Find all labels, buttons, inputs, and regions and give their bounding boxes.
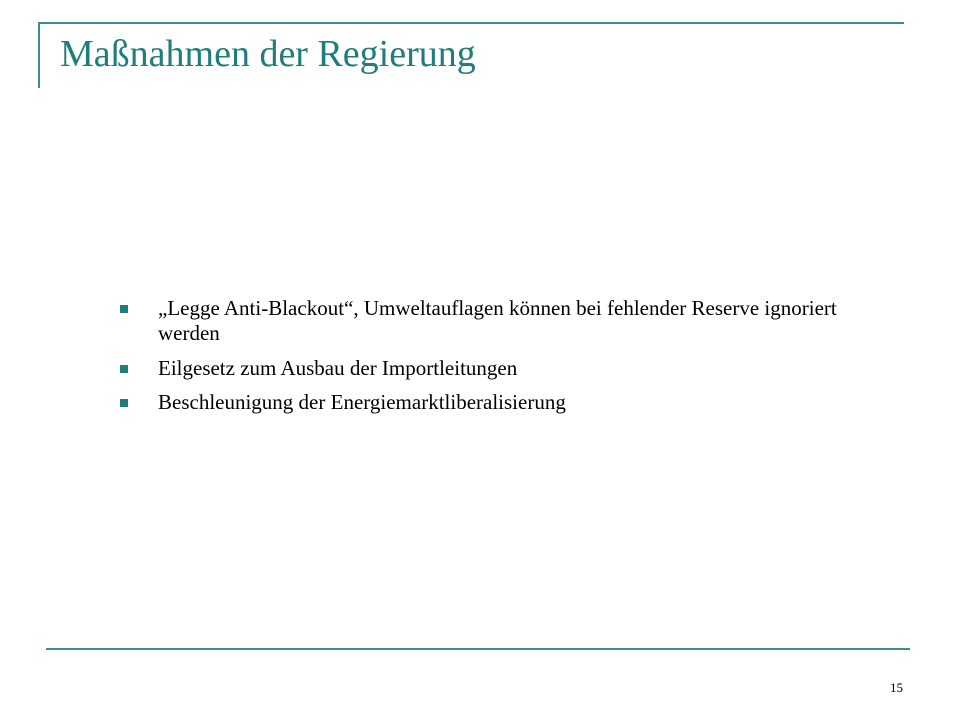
list-item — [120, 296, 860, 346]
square-bullet-icon — [120, 365, 128, 373]
list-item — [120, 390, 860, 415]
left-border-line — [38, 22, 40, 88]
page-number: 15 — [890, 680, 903, 695]
slide-title: Maßnahmen der Regierung — [60, 33, 476, 75]
bullet-text: Eilgesetz zum Ausbau der Importleitungen — [158, 355, 518, 380]
bullet-text: Beschleunigung der Energiemarktliberalisierung — [158, 390, 566, 415]
bullet-text: „Legge Anti-Blackout“, Umweltauflagen können bei fehlender Reserve ignoriert werden — [158, 296, 837, 345]
bullet-list — [120, 296, 860, 425]
square-bullet-icon — [120, 399, 128, 407]
top-border-line — [38, 22, 904, 24]
bottom-border-line — [46, 648, 910, 650]
square-bullet-icon — [120, 305, 128, 313]
list-item — [120, 356, 860, 381]
